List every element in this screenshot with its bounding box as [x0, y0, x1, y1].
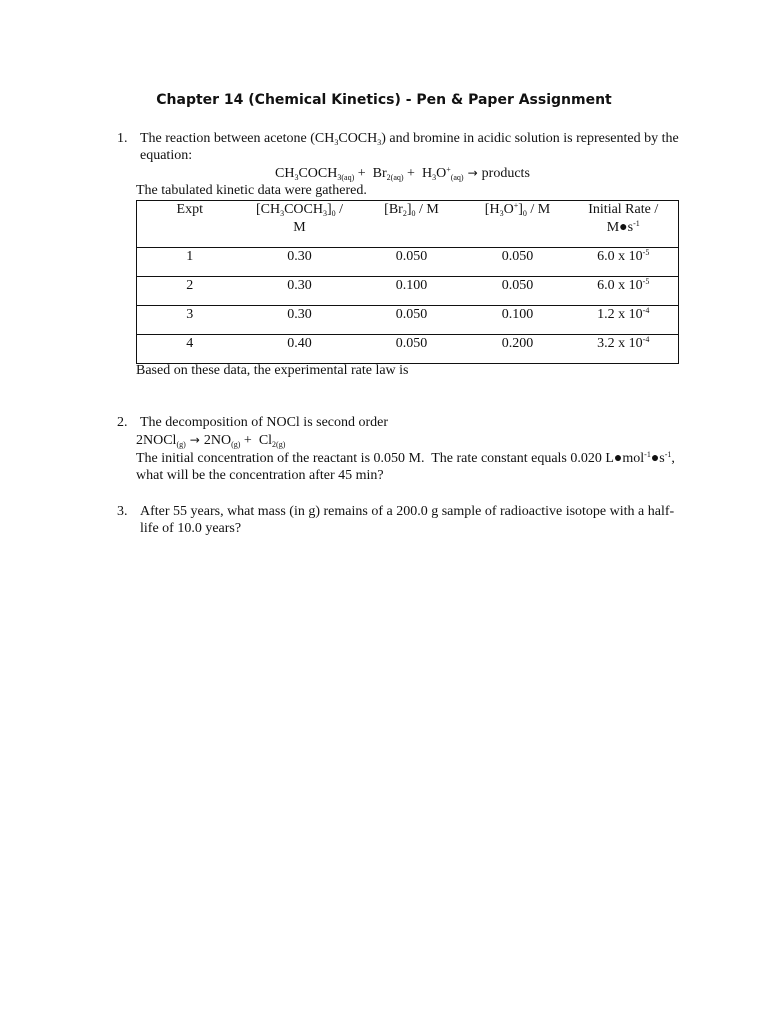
question-1-equation: $CH_3COCH_{3(aq)} + Br_{2(aq)} + H_3O^+_{(aq)}$ → products [275, 165, 530, 182]
page-title: Chapter 14 (Chemical Kinetics) - Pen & Paper Assignment [156, 92, 612, 108]
header-hydronium: $[H_3O^+]_0$ / M [467, 201, 569, 248]
table-row [137, 335, 679, 364]
right-arrow-icon: → [189, 433, 200, 447]
cell-hydronium: 0.200 [467, 335, 569, 364]
question-1-prompt: Based on these data, the experimental rate law is [136, 363, 409, 378]
question-3-line1: After 55 years, what mass (in g) remains of a 200.0 g sample of radioactive isotope with a half- [140, 504, 675, 519]
cell-expt: 2 [137, 277, 243, 306]
cell-acetone: 0.30 [243, 248, 357, 277]
cell-rate: 1.2 x $10^{-4}$ [569, 306, 679, 335]
cell-bromine: 0.100 [357, 277, 467, 306]
question-1-intro-line2: equation: [140, 148, 193, 163]
cell-acetone: 0.40 [243, 335, 357, 364]
question-1-intro: The reaction between acetone $(CH_3COCH_3)$ and bromine in acidic solution is represented by the [140, 131, 679, 147]
question-1-tabulated: The tabulated kinetic data were gathered. [136, 183, 367, 198]
header-acetone: $[CH_3COCH_3]_0$ / M [243, 201, 357, 248]
cell-hydronium: 0.050 [467, 277, 569, 306]
cell-bromine: 0.050 [357, 306, 467, 335]
cell-expt: 1 [137, 248, 243, 277]
cell-rate: 6.0 x $10^{-5}$ [569, 277, 679, 306]
header-bromine: $[Br_2]_0$ / M [357, 201, 467, 248]
table-row [137, 306, 679, 335]
question-3-number: 3. [117, 504, 128, 519]
kinetics-data-table [136, 200, 679, 364]
cell-rate: 6.0 x $10^{-5}$ [569, 248, 679, 277]
right-arrow-icon: → [467, 166, 478, 180]
cell-rate: 3.2 x $10^{-4}$ [569, 335, 679, 364]
question-2-line1: The decomposition of NOCl is second order [140, 415, 389, 430]
cell-hydronium: 0.100 [467, 306, 569, 335]
table-row [137, 277, 679, 306]
cell-bromine: 0.050 [357, 248, 467, 277]
table-row [137, 248, 679, 277]
cell-hydronium: 0.050 [467, 248, 569, 277]
question-3-line2: life of 10.0 years? [140, 521, 242, 536]
cell-bromine: 0.050 [357, 335, 467, 364]
question-1-number: 1. [117, 131, 128, 146]
cell-expt: 4 [137, 335, 243, 364]
question-2-line4: what will be the concentration after 45 min? [136, 468, 384, 483]
header-initial-rate: Initial Rate / $M●s^{-1}$ [569, 201, 679, 248]
question-2-equation: 2NOCl$_{(g)}$ → $2NO_{(g)} + Cl_{2(g)}$ [136, 433, 286, 449]
cell-expt: 3 [137, 306, 243, 335]
header-expt: Expt [137, 201, 243, 248]
cell-acetone: 0.30 [243, 277, 357, 306]
question-2-number: 2. [117, 415, 128, 430]
cell-acetone: 0.30 [243, 306, 357, 335]
question-2-line3: The initial concentration of the reactant is 0.050 M. The rate constant equals 0.020 $L●mol^{-1}●s^{-1}$, [136, 450, 675, 466]
table-header-row [137, 201, 679, 248]
